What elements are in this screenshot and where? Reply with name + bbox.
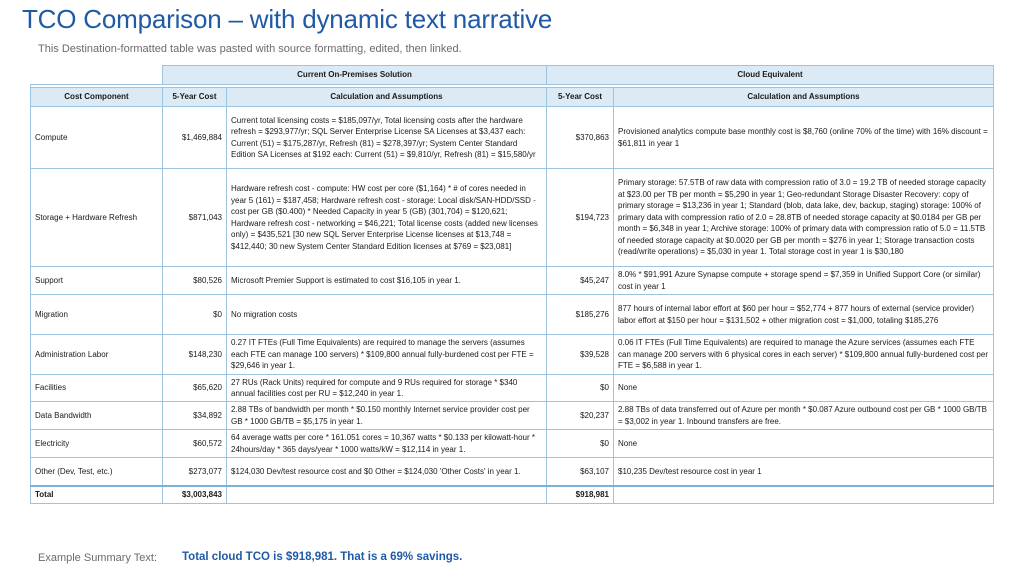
table-row-admin-labor [31,335,994,375]
page-subtitle: This Destination-formatted table was pasted with source formatting, edited, then linked. [38,43,462,55]
onprem-calc: 27 RUs (Rack Units) required for compute and 9 RUs required for storage * $340 annual facilities cost per RU = $12,240 in year 1. [227,375,547,402]
cloud-calc: 0.06 IT FTEs (Full Time Equivalents) are required to manage the Azure services (assumes each FTE can manage 200 servers with 6 physical cores in each server) * $109,800 annual fully-burdened cost per FTE = $6,588 in year 1. [614,335,994,375]
column-header-onprem-cost: 5-Year Cost [163,88,227,107]
table-row-other [31,458,994,486]
onprem-cost: $1,469,884 [163,107,227,169]
cost-component: Data Bandwidth [31,402,163,430]
cloud-calc: Provisioned analytics compute base monthly cost is $8,760 (online 70% of the time) with 16% discount = $61,811 in year 1 [614,107,994,169]
total-onprem-calc [227,486,547,504]
table-row-facilities [31,375,994,402]
cost-component: Other (Dev, Test, etc.) [31,458,163,486]
summary-label: Example Summary Text: [38,552,158,564]
onprem-calc: Microsoft Premier Support is estimated to cost $16,105 in year 1. [227,267,547,295]
table-row-data-bandwidth [31,402,994,430]
cloud-cost: $0 [547,375,614,402]
cloud-cost: $185,276 [547,295,614,335]
onprem-cost: $80,526 [163,267,227,295]
cloud-calc: 877 hours of internal labor effort at $60 per hour = $52,774 + 877 hours of external (service provider) labor effort at $150 per hour = $131,502 + other migration cost = $1,000, totaling $185,276 [614,295,994,335]
cost-component: Administration Labor [31,335,163,375]
group-header-on-prem: Current On-Premises Solution [163,66,547,85]
onprem-calc: 2.88 TBs of bandwidth per month * $0.150 monthly Internet service provider cost per GB * 1000 GB/TB = $5,175 in year 1. [227,402,547,430]
onprem-calc: 0.27 IT FTEs (Full Time Equivalents) are required to manage the servers (assumes each FTE can manage 100 servers) * $109,800 annual fully-burdened cost per FTE = $29,646 in year 1. [227,335,547,375]
column-header-onprem-calc: Calculation and Assumptions [227,88,547,107]
total-onprem-cost: $3,003,843 [163,486,227,504]
onprem-cost: $273,077 [163,458,227,486]
column-header-cloud-calc: Calculation and Assumptions [614,88,994,107]
cost-component: Compute [31,107,163,169]
onprem-cost: $0 [163,295,227,335]
onprem-cost: $60,572 [163,430,227,458]
total-label: Total [31,486,163,504]
cloud-cost: $45,247 [547,267,614,295]
table-row-support [31,267,994,295]
onprem-calc: Hardware refresh cost - compute: HW cost per core ($1,164) * # of cores needed in year 5 (161) = $187,458; Hardware refresh cost - storage: Local disk/SAN-HDD/SSD - cost per GB ($0.400) * Needed Capacity in year 5 (GB) (301,704) = $120,621; Hardware refresh cost - networking = $46,221; Total license costs (added new licenses only) = $435,521 [30 new SQL Server Enterprise License licenses at $13,748 = $412,440; 30 new System Center Standard Edition licenses at $769 = $23,081] [227,169,547,267]
cost-component: Support [31,267,163,295]
total-cloud-calc [614,486,994,504]
cloud-calc: $10,235 Dev/test resource cost in year 1 [614,458,994,486]
onprem-calc: Current total licensing costs = $185,097/yr, Total licensing costs after the hardware refresh = $293,977/yr; SQL Server Enterprise License SA Licenses at $3,437 each: Current (51) = $175,287/yr, Refresh (81) = $278,397/yr; System Center Standard Edition SA Licenses at $192 each: Current (51) = $9,810/yr, Refresh (81) = $15,580/yr [227,107,547,169]
cost-component: Electricity [31,430,163,458]
table-row-total [31,486,994,504]
onprem-calc: $124,030 Dev/test resource cost and $0 Other = $124,030 'Other Costs' in year 1. [227,458,547,486]
column-header-component: Cost Component [31,88,163,107]
cloud-calc: 2.88 TBs of data transferred out of Azure per month * $0.087 Azure outbound cost per GB * 1000 GB/TB = $3,002 in year 1. Inbound transfers are free. [614,402,994,430]
cloud-cost: $370,863 [547,107,614,169]
onprem-cost: $148,230 [163,335,227,375]
onprem-calc: 64 average watts per core * 161.051 cores = 10,367 watts * $0.133 per kilowatt-hour * 24hours/day * 365 days/year * 1000 watts/kW = $12,114 in year 1. [227,430,547,458]
cost-component: Storage + Hardware Refresh [31,169,163,267]
table-row-compute [31,107,994,169]
cost-component: Facilities [31,375,163,402]
table-row-migration [31,295,994,335]
cloud-cost: $39,528 [547,335,614,375]
cloud-cost: $194,723 [547,169,614,267]
onprem-calc: No migration costs [227,295,547,335]
cost-component: Migration [31,295,163,335]
tco-comparison-table [30,65,994,504]
cloud-cost: $0 [547,430,614,458]
table-row-storage [31,169,994,267]
cloud-cost: $63,107 [547,458,614,486]
onprem-cost: $65,620 [163,375,227,402]
table-row-electricity [31,430,994,458]
total-cloud-cost: $918,981 [547,486,614,504]
column-header-cloud-cost: 5-Year Cost [547,88,614,107]
summary-text: Total cloud TCO is $918,981. That is a 69% savings. [182,551,463,563]
group-header-row [31,66,994,85]
cloud-calc: Primary storage: 57.5TB of raw data with compression ratio of 3.0 = 19.2 TB of needed storage capacity at $23.00 per TB per month = $5,290 in year 1; Geo-redundant Storage Disaster Recovery: copy of primary storage = $13,236 in year 1; Standard (blob, data lake, dev, backup, staging) storage: 100% of primary data with compression ratio of 2.0 = 28.8TB of needed storage capacity at $0.0184 per GB per month = $6,348 in year 1; Archive storage: 100% of primary data with compression ratio of 5.0 = 11.5TB of needed storage capacity at $0.0020 per GB per month = $276 in year 1; Storage transaction costs (read/write operations) = $5,030 in year 1. Total storage cost in year 1 is $30,180 [614,169,994,267]
group-header-cloud: Cloud Equivalent [547,66,994,85]
onprem-cost: $34,892 [163,402,227,430]
cloud-calc: 8.0% * $91,991 Azure Synapse compute + storage spend = $7,359 in Unified Support Core (or similar) cost in year 1 [614,267,994,295]
column-header-row [31,88,994,107]
cloud-calc: None [614,430,994,458]
onprem-cost: $871,043 [163,169,227,267]
page-title: TCO Comparison – with dynamic text narrative [22,4,553,34]
cloud-calc: None [614,375,994,402]
cloud-cost: $20,237 [547,402,614,430]
group-header-spacer [31,66,163,85]
